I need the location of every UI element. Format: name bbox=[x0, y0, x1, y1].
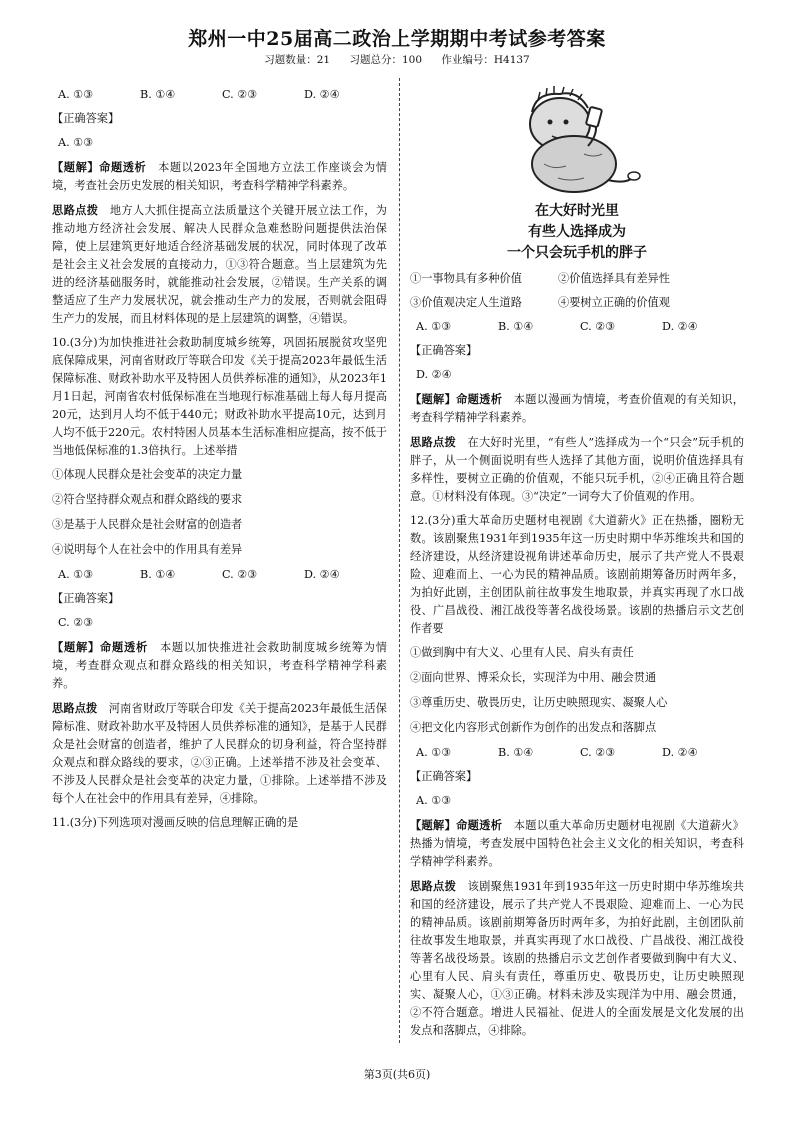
q10-statement: ②符合坚持群众观点和群众路线的要求 bbox=[52, 493, 243, 506]
q11-statement: ③价值观决定人生道路 bbox=[410, 296, 522, 309]
question-count: 习题数量：21 bbox=[264, 54, 331, 66]
q11-analysis: 【题解】命题透析 本题以漫画为情境，考查价值观的有关知识，考查科学精神学科素养。 bbox=[410, 392, 744, 424]
hint-label: 思路点拨 bbox=[410, 435, 456, 449]
column-divider bbox=[399, 78, 401, 1043]
correct-answer-label: 【正确答案】 bbox=[52, 592, 120, 605]
hint-label: 思路点拨 bbox=[52, 701, 98, 715]
correct-answer-label: 【正确答案】 bbox=[52, 112, 120, 125]
analysis-label: 【题解】命题透析 bbox=[410, 392, 503, 406]
chubby-person-with-phone-icon bbox=[504, 84, 644, 196]
q12-answer: A. ①③ bbox=[416, 794, 452, 807]
q11-statements-row bbox=[410, 270, 744, 288]
analysis-label: 【题解】命题透析 bbox=[52, 640, 148, 654]
correct-answer-label: 【正确答案】 bbox=[410, 344, 478, 357]
option: D. ②④ bbox=[304, 88, 340, 101]
option: B. ①④ bbox=[498, 320, 534, 333]
hint-label: 思路点拨 bbox=[52, 203, 99, 217]
q10-stem: 10.(3分)为加快推进社会救助制度城乡统筹，巩固拓展脱贫攻坚兜底保障成果，河南省财政厅等联合印发《关于提高2023年最低生活保障标准、财政补助水平及特困人员供养标准的通知》，从2023年1月1日起，河南省农村低保标准在当地现行标准基础上每人每月提高20元，达到月人均不低于440元；财政补助水平提高10元，达到月人均不低于220元。农村特困人员基本生活标准相应提高，按不低于当地低保标准的1.3倍执行。上述举措 bbox=[52, 336, 387, 457]
page-number: 第3页(共6页) bbox=[363, 1068, 431, 1081]
q11-answer: D. ②④ bbox=[416, 368, 452, 381]
q11-statement: ①一事物具有多种价值 bbox=[410, 272, 522, 285]
q11-statements-row bbox=[410, 294, 744, 312]
q12-hint: 思路点拨 该剧聚焦1931年到1935年这一历史时期中华苏维埃共和国的经济建设，展示了共产党人不畏艰险、迎难而上、一心为民的精神品质。该剧前期筹备历时两年多，为拍好此剧，主创团队前往故事发生地取景，并真实再现了水口战役、广昌战役、湘江战役等著名战役场景。该剧的热播启示文艺创作者要做到胸中有大义、心里有人民、肩头有责任，尊重历史、敬畏历史，让历史映照现实、凝聚人心，①③正确。材料未涉及实现洋为中用、融会贯通，②不符合题意。增进人民福祉、促进人的全面发展是文化发展的出发点和落脚点，④排除。 bbox=[410, 879, 744, 1037]
assignment-code: 作业编号：H4137 bbox=[441, 54, 530, 66]
q12-analysis: 【题解】命题透析 本题以重大革命历史题材电视剧《大道薪火》热播为情境，考查发展中国特色社会主义文化的相关知识，考查科学精神学科素养。 bbox=[410, 818, 744, 868]
option: A. ①③ bbox=[416, 320, 452, 333]
comic-caption-line: 一个只会玩手机的胖子 bbox=[507, 245, 647, 261]
analysis-label: 【题解】命题透析 bbox=[410, 818, 503, 832]
option: A. ①③ bbox=[58, 88, 94, 101]
option: D. ②④ bbox=[304, 568, 340, 581]
q10-statement: ④说明每个人在社会中的作用具有差异 bbox=[52, 543, 243, 556]
q11-options bbox=[410, 318, 744, 336]
option: C. ②③ bbox=[222, 568, 258, 581]
option: C. ②③ bbox=[222, 88, 258, 101]
q10-analysis: 【题解】命题透析 本题以加快推进社会救助制度城乡统筹为情境，考查群众观点和群众路线的相关知识，考查科学精神学科素养。 bbox=[52, 640, 387, 690]
q11-statement: ②价值选择具有差异性 bbox=[558, 272, 670, 285]
option: B. ①④ bbox=[498, 746, 534, 759]
option: C. ②③ bbox=[580, 320, 616, 333]
q12-statement: ②面向世界、博采众长，实现洋为中用、融会贯通 bbox=[410, 671, 657, 684]
q9-answer: A. ①③ bbox=[58, 136, 94, 149]
q12-stem: 12.(3分)重大革命历史题材电视剧《大道薪火》正在热播，圈粉无数。该剧聚焦1931年到1935年这一历史时期中华苏维埃共和国的经济建设，从经济建设视角讲述革命历史，展示了共产党人不畏艰险、迎难而上、一心为民的精神品质。该剧前期筹备历时两年多，为拍好此剧，主创团队前往故事发生地取景，并真实再现了水口战役、广昌战役、湘江战役等著名战役场景。该剧的热播启示文艺创作者要 bbox=[410, 514, 744, 635]
analysis-label: 【题解】命题透析 bbox=[52, 160, 147, 174]
exam-meta bbox=[0, 52, 794, 67]
option: D. ②④ bbox=[662, 320, 698, 333]
q11-stem: 11.(3分)下列选项对漫画反映的信息理解正确的是 bbox=[52, 816, 299, 829]
q10-hint: 思路点拨 河南省财政厅等联合印发《关于提高2023年最低生活保障标准、财政补助水平及特困人员供养标准的通知》，是基于人民群众是社会财富的创造者，维护了人民群众的切身利益，符合坚持群众观点和群众路线的要求，②③正确。上述举措不涉及社会变革、不涉及人民群众是社会变革的决定力量，①排除。上述举措不涉及每个人在社会中的作用具有差异，④排除。 bbox=[52, 701, 387, 805]
q10-statement: ①体现人民群众是社会变革的决定力量 bbox=[52, 468, 243, 481]
left-column bbox=[52, 84, 387, 838]
option: A. ①③ bbox=[58, 568, 94, 581]
option: C. ②③ bbox=[580, 746, 616, 759]
q12-statement: ④把文化内容形式创新作为创作的出发点和落脚点 bbox=[410, 721, 657, 734]
q9-options bbox=[52, 86, 387, 104]
q12-options bbox=[410, 744, 744, 762]
total-score: 习题总分：100 bbox=[349, 54, 423, 66]
q10-statement: ③是基于人民群众是社会财富的创造者 bbox=[52, 518, 243, 531]
option: D. ②④ bbox=[662, 746, 698, 759]
comic-illustration bbox=[410, 84, 744, 264]
hint-label: 思路点拨 bbox=[410, 879, 457, 893]
q11-hint: 思路点拨 在大好时光里，“有些人”选择成为一个“只会”玩手机的胖子，从一个侧面说明有些人选择了其他方面，说明价值选择具有多样性，要树立正确的价值观，不能只玩手机，②④正确且符合题意。①材料没有体现。③“决定”一词夸大了价值观的作用。 bbox=[410, 435, 744, 503]
q12-statement: ③尊重历史、敬畏历史，让历史映照现实、凝聚人心 bbox=[410, 696, 668, 709]
q9-analysis: 【题解】命题透析 本题以2023年全国地方立法工作座谈会为情境，考查社会历史发展的相关知识，考查科学精神学科素养。 bbox=[52, 160, 387, 192]
q12-statement: ①做到胸中有大义、心里有人民、肩头有责任 bbox=[410, 646, 634, 659]
correct-answer-label: 【正确答案】 bbox=[410, 770, 478, 783]
option: A. ①③ bbox=[416, 746, 452, 759]
q10-options bbox=[52, 566, 387, 584]
option: B. ①④ bbox=[140, 88, 176, 101]
comic-caption-line: 在大好时光里 bbox=[535, 203, 619, 219]
q11-statement: ④要树立正确的价值观 bbox=[558, 296, 670, 309]
option: B. ①④ bbox=[140, 568, 176, 581]
comic-caption-line: 有些人选择成为 bbox=[528, 224, 626, 240]
q9-hint: 思路点拨 地方人大抓住提高立法质量这个关键开展立法工作，为推动地方经济社会发展、解决人民群众急难愁盼问题提供法治保障，使上层建筑更好地适合经济基础发展的状况，同时体现了改革是社会主义社会发展的直接动力，①③符合题意。当上层建筑为先进的经济基础服务时，就能推动社会发展，②错误。生产关系的调整适应了生产力发展状况，就会推动生产力的发展，否则就会阻碍生产力的发展，而且材料体现的是上层建筑的调整，④错误。 bbox=[52, 203, 387, 325]
right-column bbox=[410, 84, 744, 1046]
page-title: 郑州一中25届高二政治上学期期中考试参考答案 bbox=[188, 28, 606, 50]
q10-answer: C. ②③ bbox=[58, 616, 94, 629]
